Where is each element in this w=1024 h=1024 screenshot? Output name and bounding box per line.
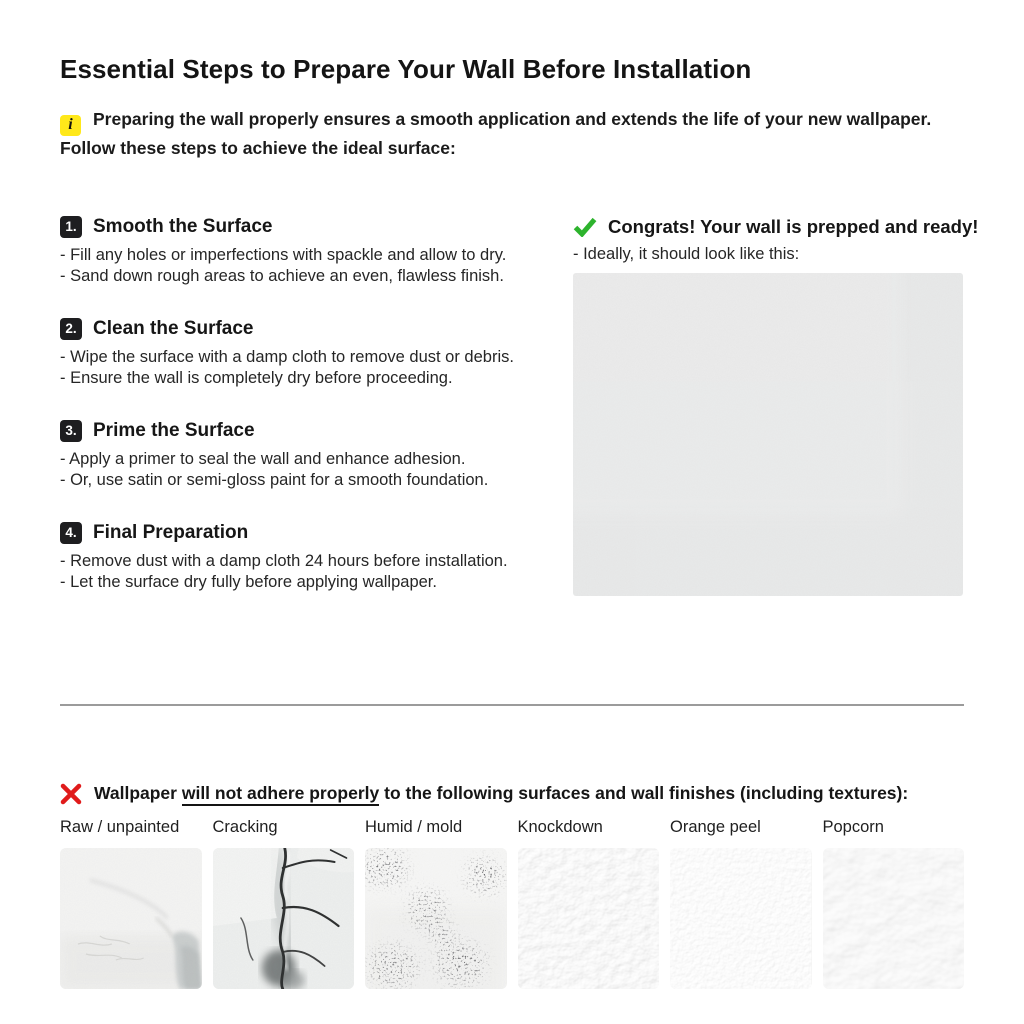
step-title: Final Preparation [93, 521, 249, 543]
texture-cell-cracking [213, 818, 355, 989]
result-title: Congrats! Your wall is prepped and ready! [608, 215, 979, 237]
warning-emphasis: will not adhere properly [182, 783, 379, 806]
cross-icon [60, 783, 82, 805]
step-heading [60, 216, 513, 238]
texture-cell-popcorn [823, 818, 965, 989]
bullet-line: - Or, use satin or semi-gloss paint for a smooth foundation. [60, 470, 489, 489]
smooth-prepped-wall-photo [573, 273, 963, 596]
texture-cell-raw-unpainted [60, 818, 202, 989]
result-column [573, 215, 979, 624]
content-columns [60, 215, 979, 624]
warning-prefix: Wallpaper [94, 783, 182, 803]
step-heading [60, 318, 513, 340]
raw-unpainted-texture-image [60, 848, 202, 989]
bullet-line: - Wipe the surface with a damp cloth to remove dust or debris. [60, 347, 514, 366]
bullet-line: - Sand down rough areas to achieve an even, flawless finish. [60, 266, 504, 285]
knockdown-texture-image [518, 848, 660, 989]
bullet-line: - Let the surface dry fully before applying wallpaper. [60, 572, 437, 591]
steps-column [60, 216, 513, 624]
section-divider [60, 704, 964, 706]
texture-label: Popcorn [822, 817, 884, 836]
texture-label: Knockdown [517, 817, 603, 836]
step-number-badge: 1. [60, 216, 82, 238]
step-smooth-surface [60, 216, 513, 287]
texture-label: Humid / mold [365, 817, 463, 836]
texture-label: Orange peel [670, 817, 761, 836]
texture-label: Cracking [212, 817, 278, 836]
cracking-texture-image [213, 848, 355, 989]
step-bullets [60, 347, 513, 389]
step-title: Smooth the Surface [93, 215, 273, 237]
warning-suffix: to the following surfaces and wall finishes (including textures): [379, 783, 909, 803]
step-title: Clean the Surface [93, 317, 254, 339]
step-number-badge: 2. [60, 318, 82, 340]
orange-peel-texture-image [670, 848, 812, 989]
step-final-preparation [60, 522, 513, 593]
result-heading [573, 215, 979, 238]
texture-cell-knockdown [518, 818, 660, 989]
bullet-line: - Ensure the wall is completely dry before proceeding. [60, 368, 453, 387]
step-number-badge: 4. [60, 522, 82, 544]
result-subtitle: - Ideally, it should look like this: [573, 244, 800, 263]
texture-label: Raw / unpainted [60, 817, 180, 836]
bullet-line: - Remove dust with a damp cloth 24 hours before installation. [60, 551, 508, 570]
humid-mold-texture-image [365, 848, 507, 989]
step-bullets [60, 245, 513, 287]
step-heading [60, 420, 513, 442]
texture-cell-humid-mold [365, 818, 507, 989]
bad-surfaces-grid [60, 818, 964, 989]
check-icon [573, 217, 597, 237]
step-heading [60, 522, 513, 544]
step-bullets [60, 551, 513, 593]
info-icon: i [60, 115, 81, 136]
step-bullets [60, 449, 513, 491]
texture-cell-orange-peel [670, 818, 812, 989]
step-title: Prime the Surface [93, 419, 255, 441]
page-title: Essential Steps to Prepare Your Wall Before Installation [60, 54, 752, 84]
warning-text [94, 783, 908, 804]
step-prime-surface [60, 420, 513, 491]
bullet-line: - Apply a primer to seal the wall and enhance adhesion. [60, 449, 466, 468]
bullet-line: - Fill any holes or imperfections with spackle and allow to dry. [60, 245, 507, 264]
intro-paragraph [60, 107, 964, 160]
popcorn-texture-image [823, 848, 965, 989]
step-number-badge: 3. [60, 420, 82, 442]
step-clean-surface [60, 318, 513, 389]
intro-text: Preparing the wall properly ensures a smooth application and extends the life of your new wallpaper. Follow these steps to achieve the ideal surface: [60, 109, 932, 158]
warning-heading [60, 783, 964, 805]
